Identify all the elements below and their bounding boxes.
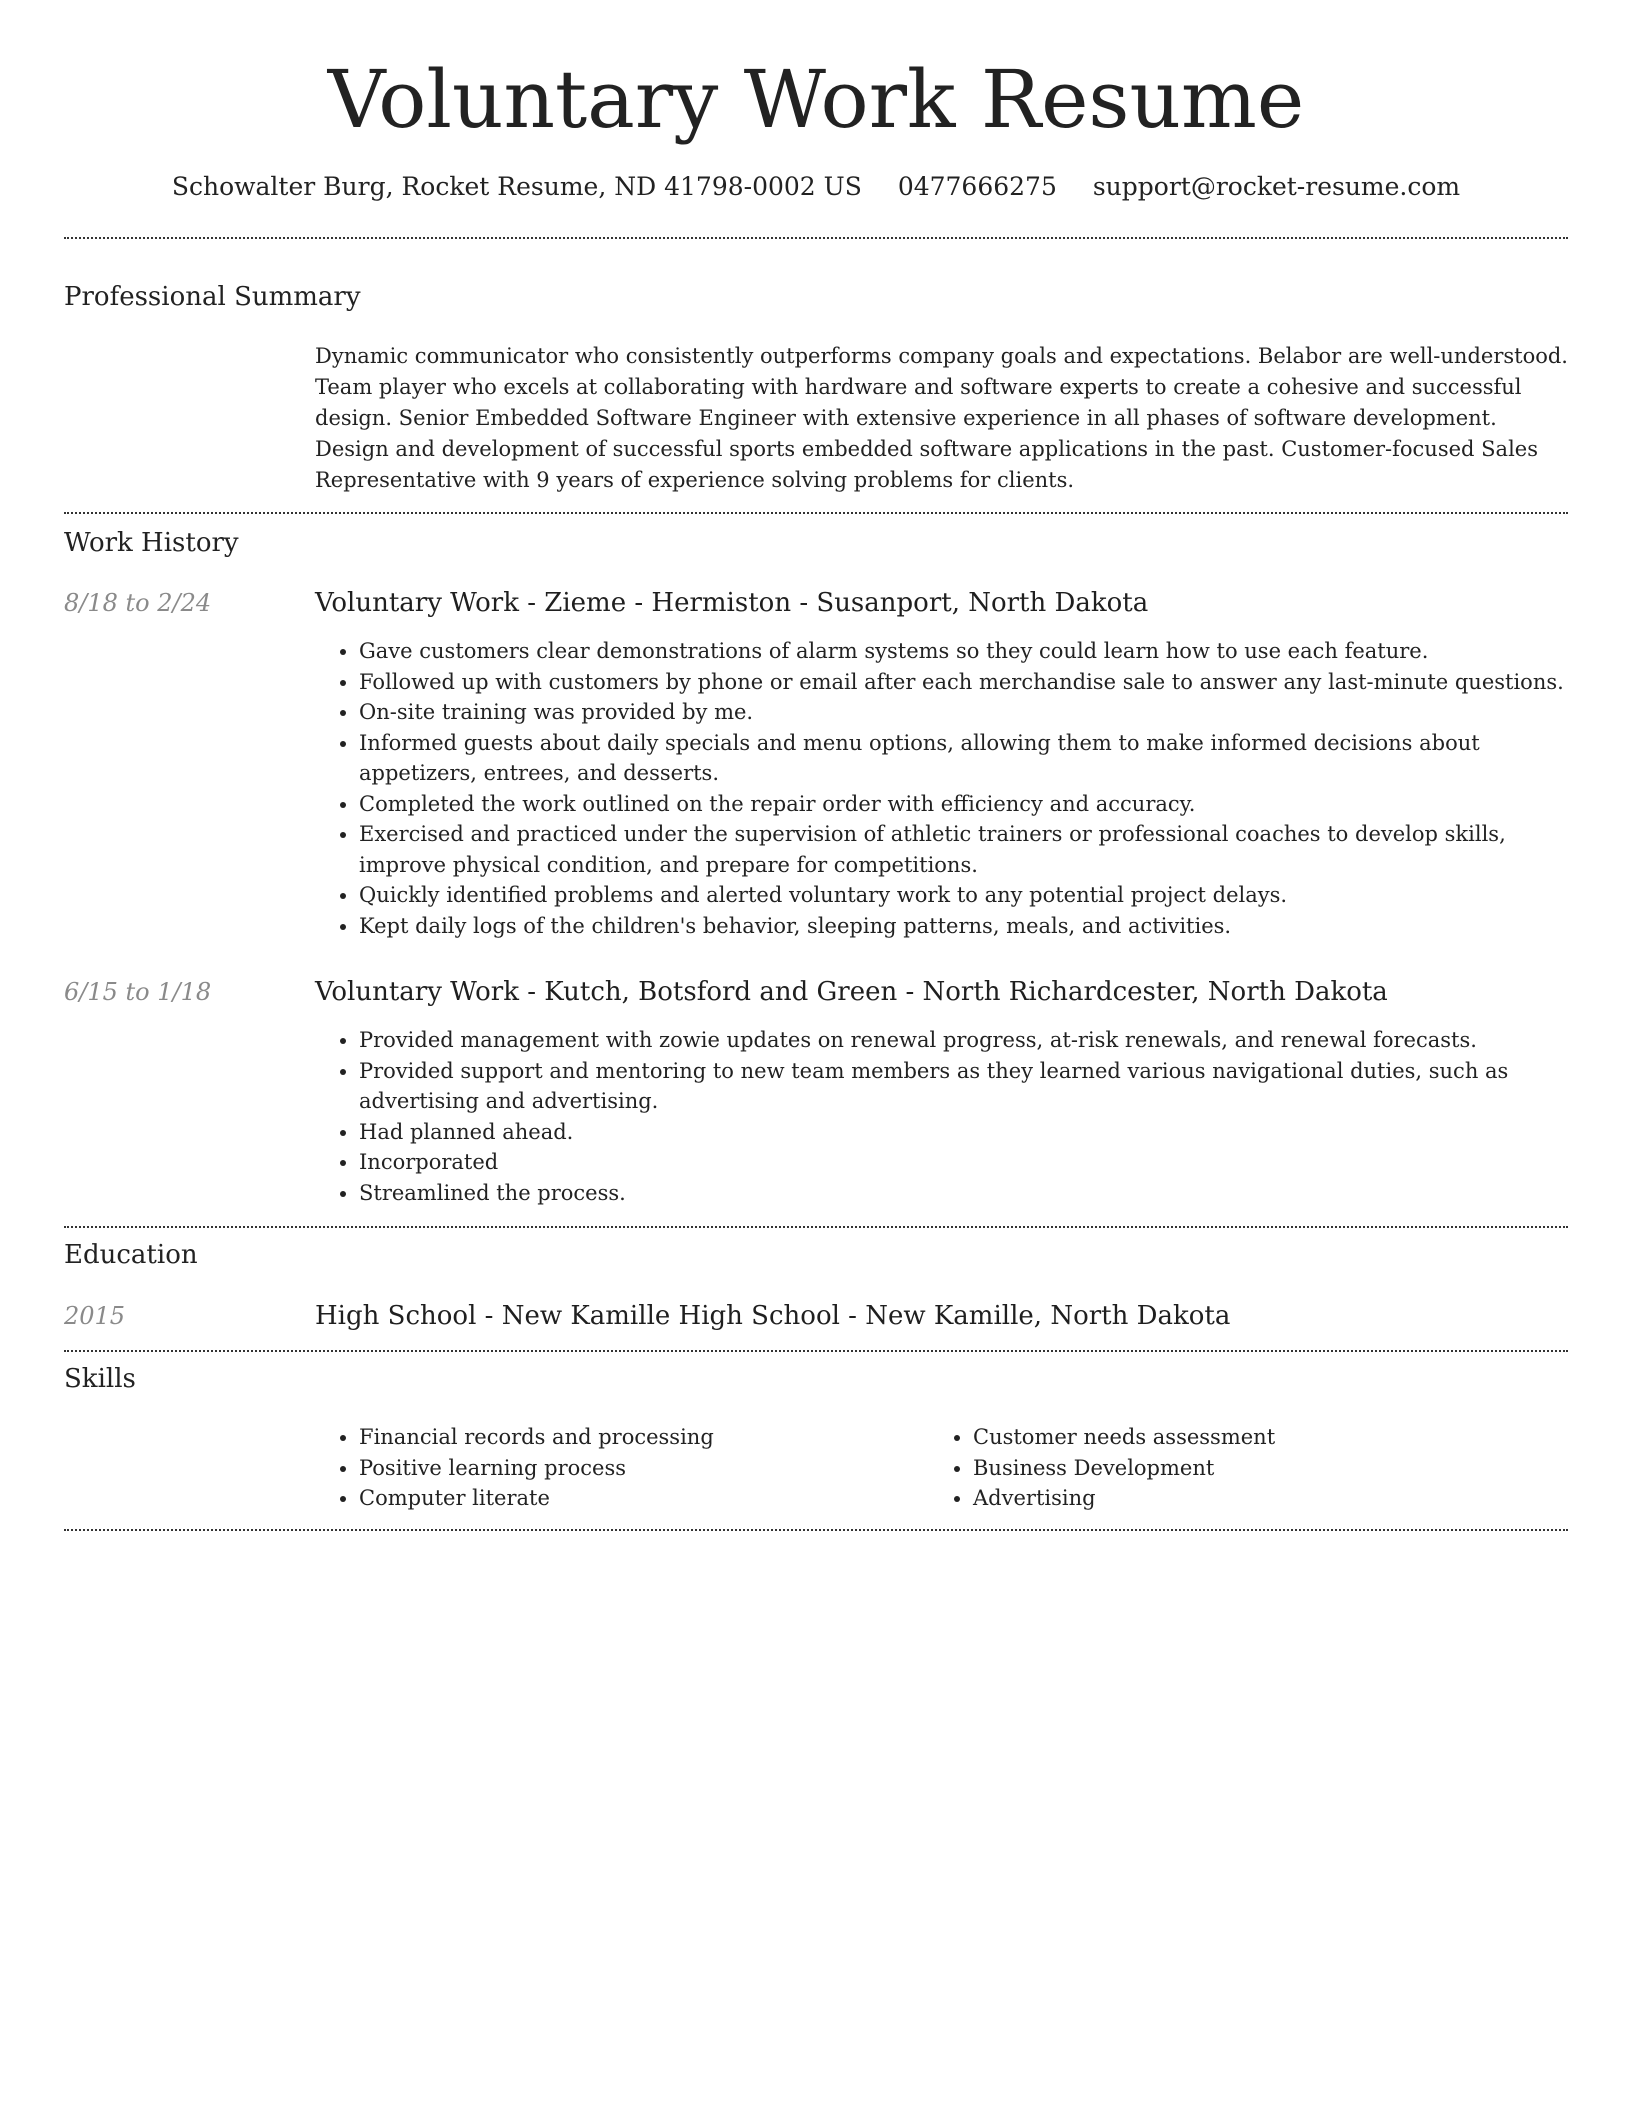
job-entry [64,976,1568,1208]
job-bullet: • Streamlined the process. [359,1178,1568,1209]
job-bullets [315,636,1568,941]
education-section-title: Education [64,1240,198,1270]
job-bullets [315,1025,1568,1208]
skill-item: • Customer needs assessment [973,1422,1543,1453]
resume-page [64,0,1568,1531]
skill-item: • Business Development [973,1453,1543,1484]
job-bullet: • Quickly identified problems and alerted voluntary work to any potential project delays. [359,880,1568,911]
summary-section-title: Professional Summary [64,282,361,312]
work-history-section-title: Work History [64,528,239,558]
education-heading: High School - New Kamille High School - New Kamille, North Dakota [315,1301,1231,1331]
job-dates: 6/15 to 1/18 [64,978,212,1006]
skill-item: • Computer literate [359,1483,929,1514]
job-heading: Voluntary Work - Kutch, Botsford and Green - North Richardcester, North Dakota [315,977,1388,1007]
job-bullet: • Informed guests about daily specials and menu options, allowing them to make informed decisions about appetizers, entrees, and desserts. [359,728,1568,789]
skill-item: • Positive learning process [359,1453,929,1484]
job-entry [64,587,1568,941]
section-divider [64,1226,1568,1228]
skills-section-title: Skills [64,1364,136,1394]
job-bullet: • Gave customers clear demonstrations of alarm systems so they could learn how to use each feature. [359,636,1568,667]
job-dates: 8/18 to 2/24 [64,589,212,617]
job-bullet: • Provided support and mentoring to new team members as they learned various navigational duties, such as advertising and advertising. [359,1056,1568,1117]
skill-item: • Financial records and processing [359,1422,929,1453]
job-heading: Voluntary Work - Zieme - Hermiston - Susanport, North Dakota [315,588,1149,618]
education-year: 2015 [64,1302,126,1330]
job-bullet: • Kept daily logs of the children's behavior, sleeping patterns, meals, and activities. [359,911,1568,942]
contact-address: Schowalter Burg, Rocket Resume, ND 41798-0002 US [171,172,862,201]
job-bullet: • Had planned ahead. [359,1117,1568,1148]
section-divider [64,512,1568,514]
job-bullet: • Completed the work outlined on the repair order with efficiency and accuracy. [359,789,1568,820]
skills-column-right [929,1422,1543,1514]
section-divider [64,1350,1568,1352]
section-divider [64,1529,1568,1531]
contact-phone: 0477666275 [897,172,1057,201]
skill-item: • Advertising [973,1483,1543,1514]
resume-title: Voluntary Work Resume [327,53,1305,146]
job-bullet: • Provided management with zowie updates on renewal progress, at-risk renewals, and renewal forecasts. [359,1025,1568,1056]
skills-column-left [315,1422,929,1514]
job-bullet: • On-site training was provided by me. [359,697,1568,728]
contact-email: support@rocket-resume.com [1092,172,1461,201]
education-entry [64,1300,1568,1332]
section-divider [64,237,1568,239]
skills-list [64,1422,1568,1514]
job-bullet: • Followed up with customers by phone or email after each merchandise sale to answer any last-minute questions. [359,667,1568,698]
contact-line [64,170,1568,204]
job-bullet: • Exercised and practiced under the supervision of athletic trainers or professional coaches to develop skills, improve physical condition, and prepare for competitions. [359,819,1568,880]
summary-text: Dynamic communicator who consistently outperforms company goals and expectations. Belabor are well-understood. Team player who excels at collaborating with hardware and software experts to create a cohesive and successful design. Senior Embedded Software Engineer with extensive experience in all phases of software development. Design and development of successful sports embedded software applications in the past. Customer-focused Sales Representative with 9 years of experience solving problems for clients. [315,344,1568,492]
job-bullet: • Incorporated [359,1147,1568,1178]
